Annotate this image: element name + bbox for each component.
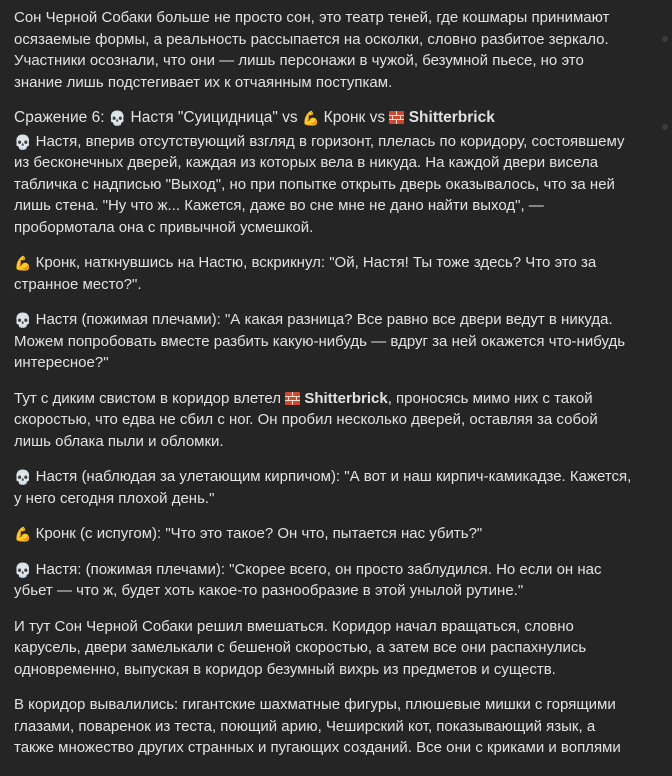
intro-paragraph: Сон Черной Собаки больше не просто сон, это театр теней, где кошмары принимают осязаемые формы, а реальность рассыпается на осколки, словно разбитое зеркало. Участники осознали, что они — лишь персонажи в чужой, безумной пьесе, но это знание лишь подстегивает их к отчаянным поступкам. [14, 9, 610, 91]
story-text: , проносясь мимо них с такой скоростью, что едва не сбил с ног. Он пробил несколько дверей, оставляя за собой лишь облака пыли и обломки. [14, 389, 598, 450]
battle-fighter-2: Кронк vs [319, 109, 390, 126]
story-paragraph [14, 131, 634, 239]
story-text: Настя (наблюдая за улетающим кирпичом): "А вот и наш кирпич-камикадзе. Кажется, у него сегодня плохой день." [14, 468, 632, 507]
story-paragraph [14, 523, 634, 545]
chat-message [14, 7, 634, 773]
skull-icon: 💀 [14, 313, 32, 329]
skull-icon: 💀 [14, 470, 32, 486]
story-paragraph [14, 309, 634, 374]
story-paragraph [14, 252, 634, 295]
skull-icon: 💀 [14, 134, 32, 151]
story-paragraph [14, 388, 634, 453]
muscle-icon: 💪 [301, 111, 320, 127]
battle-fighter-1: Настя "Суицидница" vs [126, 109, 302, 126]
skull-icon: 💀 [14, 562, 32, 579]
battle-prefix: Сражение 6: [14, 109, 109, 126]
story-text: Тут с диким свистом в коридор влетел [14, 389, 286, 407]
muscle-icon: 💪 [14, 527, 32, 543]
battle-fighter-3: Shitterbrick [408, 109, 495, 126]
story-paragraph: В коридор вывалились: гигантские шахматные фигуры, плюшевые мишки с горящими глазами, поваренок из теста, поющий арию, Чеширский кот, показывающий язык, а также множество других странных и пугающих созданий. Все они с криками и воплями [14, 696, 621, 756]
scroll-handle[interactable] [662, 124, 668, 130]
story-text: Настя: (пожимая плечами): "Скорее всего, он просто заблудился. Но если он нас убьет — что ж, будет хоть какое-то разнообразие в этой унылой рутине." [14, 560, 602, 599]
battle-heading [14, 107, 634, 129]
story-paragraph [14, 466, 634, 509]
muscle-icon: 💪 [14, 256, 32, 272]
story-text: Кронк, наткнувшись на Настю, вскрикнул: "Ой, Настя! Ты тоже здесь? Что это за странное место?". [14, 254, 597, 293]
story-text: Настя (пожимая плечами): "А какая разница? Все равно все двери ведут в никуда. Можем попробовать вместе разбить какую-нибудь — вдруг за ней окажется что-нибудь интересное?" [14, 311, 626, 371]
story-text: Кронк (с испугом): "Что это такое? Он что, пытается нас убить?" [31, 525, 483, 542]
story-paragraph [14, 559, 634, 602]
shitterbrick-name: Shitterbrick [304, 389, 388, 407]
story-paragraph: И тут Сон Черной Собаки решил вмешаться. Коридор начал вращаться, словно карусель, двери замелькали с бешеной скоростью, а затем все они распахнулись одновременно, выпуская в коридор безумный вихрь из предметов и существ. [14, 617, 587, 678]
story-text: Настя, вперив отсутствующий взгляд в горизонт, плелась по коридору, состоявшему из бесконечных дверей, каждая из которых вела в никуда. На каждой двери висела табличка с надписью "Выход", но при попытке открыть дверь оказывалось, что за ней лишь стена. "Ну что ж... Кажется, даже во сне мне не дано найти выход", — пробормотала она с привычной усмешкой. [14, 132, 625, 236]
skull-icon: 💀 [108, 111, 127, 127]
brick-icon [389, 111, 404, 124]
scroll-handle[interactable] [662, 36, 668, 42]
brick-icon [285, 392, 300, 405]
